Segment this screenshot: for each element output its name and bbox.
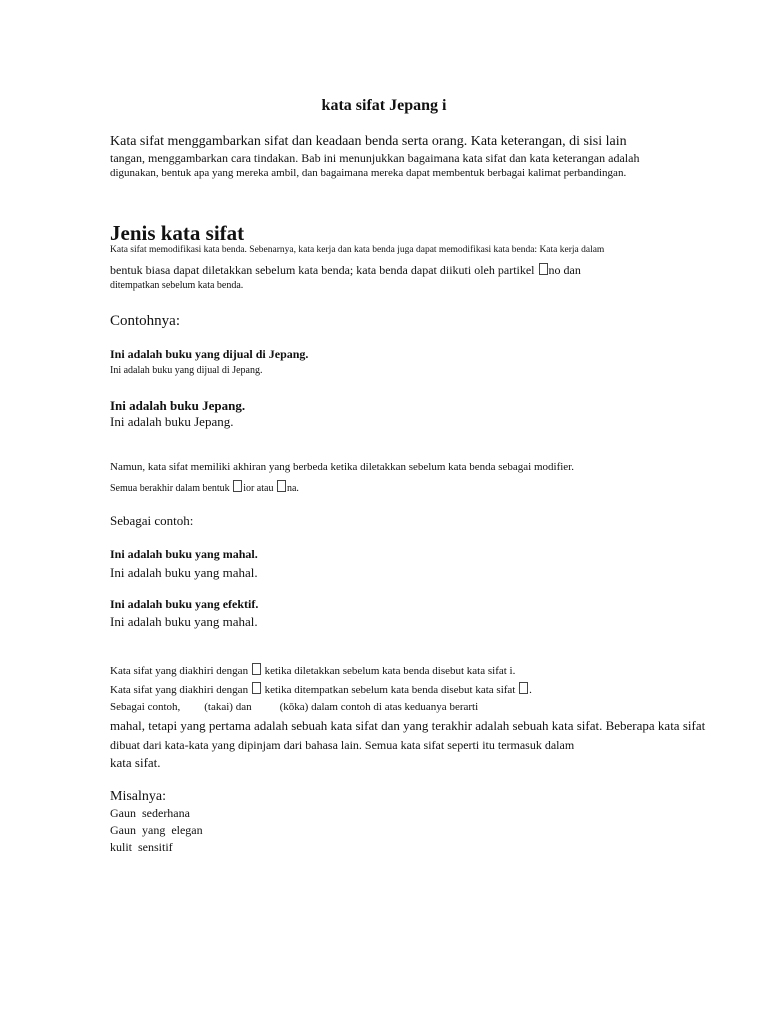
example-3-normal: Ini adalah buku yang mahal.: [110, 565, 258, 580]
intro-line-2: tangan, menggambarkan cara tindakan. Bab ini menunjukkan bagaimana kata sifat dan kata keterangan adalah: [110, 151, 640, 165]
misalnya-label: Misalnya:: [110, 789, 166, 804]
example-2-normal: Ini adalah buku Jepang.: [110, 414, 234, 429]
namun-line-2b: ior atau: [243, 483, 276, 494]
rules-line-3c: (kōka) dalam contoh di atas keduanya berarti: [279, 701, 479, 713]
namun-line-2a: Semua berakhir dalam bentuk: [110, 483, 233, 494]
rules-line-1a: Kata sifat yang diakhiri dengan: [110, 665, 251, 677]
rules-line-2a: Kata sifat yang diakhiri dengan: [110, 684, 251, 696]
misalnya-item-2: Gaun yang elegan: [110, 823, 203, 837]
section-para-line-2b: no dan: [548, 263, 581, 277]
rules-line-2: [110, 682, 532, 697]
section-para-line-3: ditempatkan sebelum kata benda.: [110, 280, 244, 291]
section-para-line-2a: bentuk biasa dapat diletakkan sebelum kata benda; kata benda dapat diikuti oleh partikel: [110, 263, 538, 277]
missing-glyph-icon: [233, 480, 242, 492]
misalnya-item-3: kulit sensitif: [110, 840, 173, 854]
rules-line-5: dibuat dari kata-kata yang dipinjam dari bahasa lain. Semua kata sifat seperti itu termasuk dalam: [110, 738, 575, 752]
document-title: kata sifat Jepang i: [321, 97, 447, 114]
contohnya-label: Contohnya:: [110, 313, 180, 329]
sebagai-contoh-label: Sebagai contoh:: [110, 513, 194, 528]
missing-glyph-icon: [539, 263, 548, 275]
example-2-bold: Ini adalah buku Jepang.: [110, 398, 246, 413]
misalnya-item-1: Gaun sederhana: [110, 806, 190, 820]
example-4-bold: Ini adalah buku yang efektif.: [110, 597, 259, 611]
rules-line-4: mahal, tetapi yang pertama adalah sebuah kata sifat dan yang terakhir adalah sebuah kata sifat. Beberapa kata sifat: [110, 718, 706, 733]
rules-line-3b: (takai) dan: [204, 701, 252, 713]
namun-line-2c: na.: [286, 483, 299, 494]
rules-line-3a: Sebagai contoh,: [110, 701, 181, 713]
section-para-line-1: Kata sifat memodifikasi kata benda. Sebenarnya, kata kerja dan kata benda juga dapat memodifikasi kata benda: Kata kerja dalam: [110, 245, 605, 255]
namun-line-1: Namun, kata sifat memiliki akhiran yang berbeda ketika diletakkan sebelum kata benda sebagai modifier.: [110, 461, 574, 473]
rules-line-1b: ketika diletakkan sebelum kata benda disebut kata sifat i.: [261, 665, 516, 677]
rules-line-3: [110, 701, 478, 714]
namun-line-2: [110, 480, 299, 495]
rules-line-6: kata sifat.: [110, 755, 161, 770]
missing-glyph-icon: [252, 663, 261, 675]
rules-line-2b: ketika ditempatkan sebelum kata benda disebut kata sifat: [261, 684, 519, 696]
section-heading: Jenis kata sifat: [110, 221, 245, 245]
rules-line-1: [110, 663, 515, 678]
missing-glyph-icon: [519, 682, 528, 694]
missing-glyph-icon: [252, 682, 261, 694]
missing-glyph-icon: [277, 480, 286, 492]
example-3-bold: Ini adalah buku yang mahal.: [110, 547, 258, 561]
section-para-line-2: [110, 263, 581, 278]
example-1-bold: Ini adalah buku yang dijual di Jepang.: [110, 347, 309, 361]
intro-line-3: digunakan, bentuk apa yang mereka ambil, dan bagaimana mereka dapat membentuk berbagai kalimat perbandingan.: [110, 167, 627, 179]
example-4-normal: Ini adalah buku yang mahal.: [110, 614, 258, 629]
intro-line-1: Kata sifat menggambarkan sifat dan keadaan benda serta orang. Kata keterangan, di sisi lain: [110, 134, 627, 149]
rules-line-2c: .: [529, 684, 532, 696]
example-1-normal: Ini adalah buku yang dijual di Jepang.: [110, 365, 263, 376]
